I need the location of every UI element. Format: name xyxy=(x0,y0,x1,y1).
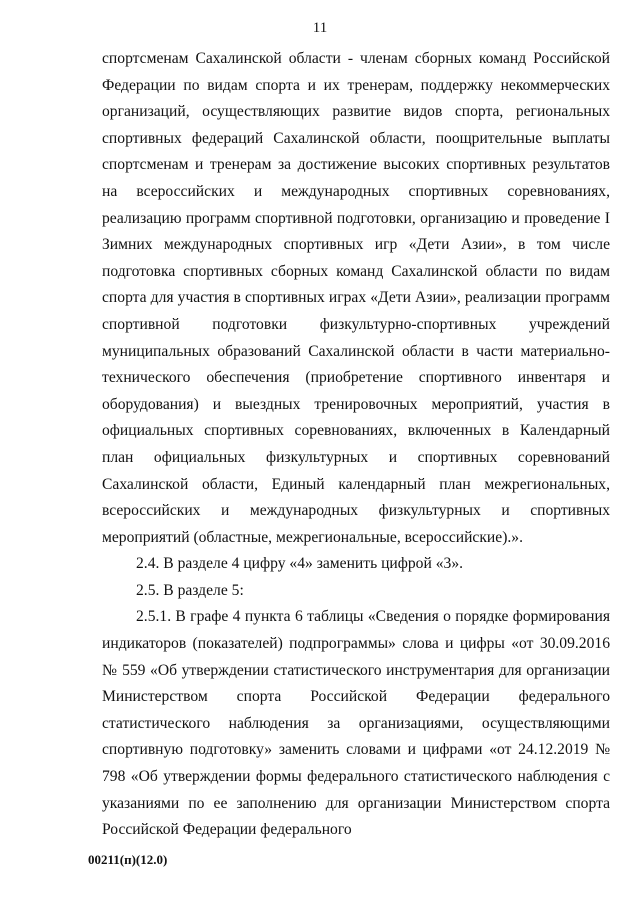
document-body xyxy=(102,46,610,844)
paragraph-2-5: 2.5. В разделе 5: xyxy=(136,581,244,599)
page-number: 11 xyxy=(312,20,328,36)
paragraph-continuation: спортсменам Сахалинской области - членам сборных команд Российской Федерации по видам спорта и их тренерам, поддержку некоммерческих организаций, осуществляющих развитие видов спорта, региональных спортивных федераций Сахалинской области, поощрительные выплаты спортсменам и тренерам за достижение высоких спортивных результатов на всероссийских и международных спортивных соревнованиях, реализацию программ спортивной подготовки, организацию и проведение I Зимних международных спортивных игр «Дети Азии», в том числе подготовка спортивных сборных команд Сахалинской области по видам спорта для участия в спортивных играх «Дети Азии», реализации программ спортивной подготовки физкультурно-спортивных учреждений муниципальных образований Сахалинской области в части материально-технического обеспечения (приобретение спортивного инвентаря и оборудования) и выездных тренировочных мероприятий, участия в официальных спортивных соревнованиях, включенных в Календарный план официальных физкультурных и спортивных соревнований Сахалинской области, Единый календарный план межрегиональных, всероссийских и международных физкультурных и спортивных мероприятий (областные, межрегиональные, всероссийские).». xyxy=(102,50,610,546)
document-code: 00211(п)(12.0) xyxy=(88,852,168,867)
paragraph-2-5-1: 2.5.1. В графе 4 пункта 6 таблицы «Сведения о порядке формирования индикаторов (показателей) подпрограммы» слова и цифры «от 30.09.2016 № 559 «Об утверждении статистического инструментария для организации Министерством спорта Российской Федерации федерального статистического наблюдения за организациями, осуществляющими спортивную подготовку» заменить словами и цифрами «от 24.12.2019 № 798 «Об утверждении формы федерального статистического наблюдения с указаниями по ее заполнению для организации Министерством спорта Российской Федерации федерального xyxy=(102,608,610,839)
paragraph-2-4: 2.4. В разделе 4 цифру «4» заменить цифрой «3». xyxy=(136,555,464,573)
